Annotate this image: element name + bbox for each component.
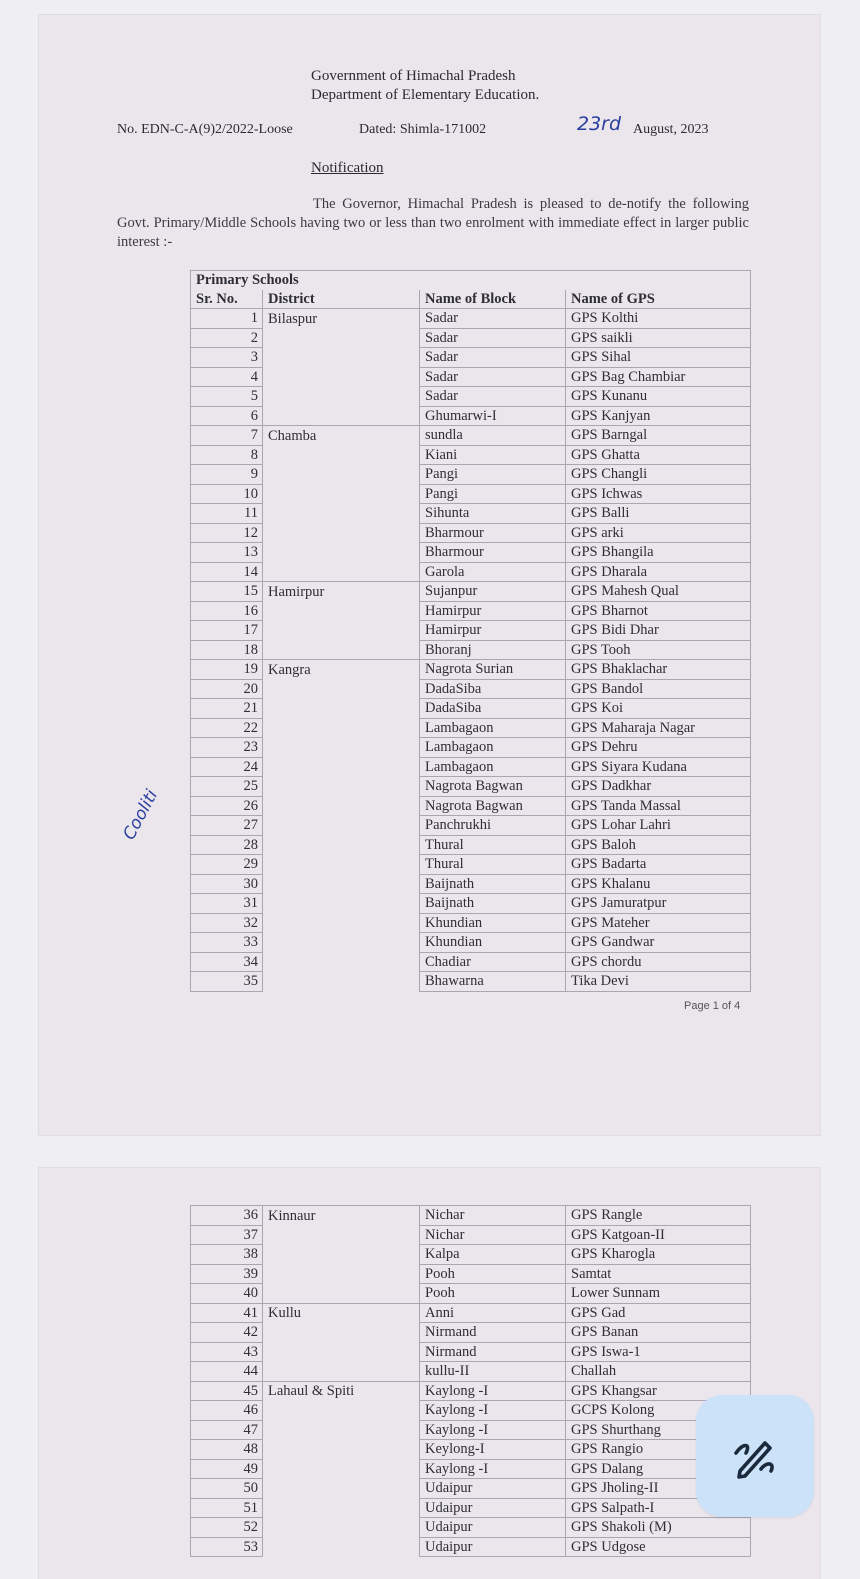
month-year: August, 2023 bbox=[633, 122, 709, 137]
gps-cell: GPS Bag Chambiar bbox=[566, 367, 751, 387]
block-cell: Garola bbox=[420, 562, 566, 582]
district-cell bbox=[263, 640, 420, 660]
district-cell bbox=[263, 874, 420, 894]
sr-no-cell: 11 bbox=[191, 504, 263, 524]
table-row bbox=[191, 426, 751, 446]
table-row bbox=[191, 1420, 751, 1440]
table-row bbox=[191, 1479, 751, 1499]
district-cell bbox=[263, 855, 420, 875]
district-cell bbox=[263, 1440, 420, 1460]
gps-cell: GPS Tooh bbox=[566, 640, 751, 660]
table-row bbox=[191, 777, 751, 797]
district-cell: Lahaul & Spiti bbox=[263, 1381, 420, 1401]
district-cell bbox=[263, 1401, 420, 1421]
district-cell bbox=[263, 699, 420, 719]
sr-no-cell: 9 bbox=[191, 465, 263, 485]
table-row bbox=[191, 738, 751, 758]
table-row bbox=[191, 1284, 751, 1304]
table-row bbox=[191, 835, 751, 855]
block-cell: Nagrota Bagwan bbox=[420, 796, 566, 816]
block-cell: Kaylong -I bbox=[420, 1401, 566, 1421]
sr-no-cell: 25 bbox=[191, 777, 263, 797]
table-row bbox=[191, 543, 751, 563]
header-sr-no: Sr. No. bbox=[191, 290, 263, 309]
gps-cell: GPS Banan bbox=[566, 1323, 751, 1343]
block-cell: Khundian bbox=[420, 933, 566, 953]
table-row bbox=[191, 1342, 751, 1362]
block-cell: Pooh bbox=[420, 1264, 566, 1284]
gps-cell: GPS Dehru bbox=[566, 738, 751, 758]
schools-table-page1 bbox=[190, 270, 751, 992]
block-cell: Kaylong -I bbox=[420, 1381, 566, 1401]
block-cell: Ghumarwi-I bbox=[420, 406, 566, 426]
gps-cell: GPS Salpath-I bbox=[566, 1498, 751, 1518]
government-name: Government of Himachal Pradesh bbox=[311, 68, 516, 84]
district-cell bbox=[263, 1342, 420, 1362]
table-row bbox=[191, 1362, 751, 1382]
gps-cell: GCPS Kolong bbox=[566, 1401, 751, 1421]
notification-title: Notification bbox=[311, 160, 384, 176]
district-cell bbox=[263, 894, 420, 914]
block-cell: Nirmand bbox=[420, 1342, 566, 1362]
handwritten-initials: Cooliti bbox=[119, 786, 163, 844]
gps-cell: GPS Badarta bbox=[566, 855, 751, 875]
block-cell: Lambagaon bbox=[420, 738, 566, 758]
gps-cell: GPS Katgoan-II bbox=[566, 1225, 751, 1245]
district-cell bbox=[263, 1225, 420, 1245]
table-row bbox=[191, 1401, 751, 1421]
sr-no-cell: 33 bbox=[191, 933, 263, 953]
district-cell bbox=[263, 348, 420, 368]
sr-no-cell: 48 bbox=[191, 1440, 263, 1460]
block-cell: Udaipur bbox=[420, 1537, 566, 1557]
block-cell: Lambagaon bbox=[420, 718, 566, 738]
table-row bbox=[191, 816, 751, 836]
district-cell bbox=[263, 1479, 420, 1499]
table-row bbox=[191, 874, 751, 894]
table-row bbox=[191, 1225, 751, 1245]
table-row bbox=[191, 387, 751, 407]
gps-cell: GPS Kunanu bbox=[566, 387, 751, 407]
gps-cell: GPS Mahesh Qual bbox=[566, 582, 751, 602]
block-cell: DadaSiba bbox=[420, 699, 566, 719]
gps-cell: GPS Udgose bbox=[566, 1537, 751, 1557]
district-cell: Kullu bbox=[263, 1303, 420, 1323]
block-cell: Udaipur bbox=[420, 1479, 566, 1499]
district-cell bbox=[263, 367, 420, 387]
table-row bbox=[191, 718, 751, 738]
district-cell bbox=[263, 913, 420, 933]
gps-cell: Samtat bbox=[566, 1264, 751, 1284]
table-row bbox=[191, 660, 751, 680]
table-row bbox=[191, 1459, 751, 1479]
table-row bbox=[191, 309, 751, 329]
gps-cell: Challah bbox=[566, 1362, 751, 1382]
body-text: The Governor, Himachal Pradesh is pleased to de-notify the following Govt. Primary/Middle Schools having two or less than two enrolment with immediate effect in larger public interest :- bbox=[117, 196, 749, 250]
gps-cell: GPS Baloh bbox=[566, 835, 751, 855]
sr-no-cell: 30 bbox=[191, 874, 263, 894]
sr-no-cell: 49 bbox=[191, 1459, 263, 1479]
sr-no-cell: 6 bbox=[191, 406, 263, 426]
table-row bbox=[191, 445, 751, 465]
gps-cell: GPS Bharnot bbox=[566, 601, 751, 621]
sr-no-cell: 46 bbox=[191, 1401, 263, 1421]
district-cell bbox=[263, 621, 420, 641]
gps-cell: GPS Maharaja Nagar bbox=[566, 718, 751, 738]
sr-no-cell: 23 bbox=[191, 738, 263, 758]
sr-no-cell: 43 bbox=[191, 1342, 263, 1362]
district-cell bbox=[263, 1420, 420, 1440]
gps-cell: GPS Jamuratpur bbox=[566, 894, 751, 914]
block-cell: Panchrukhi bbox=[420, 816, 566, 836]
district-cell bbox=[263, 445, 420, 465]
table-row bbox=[191, 1303, 751, 1323]
district-cell bbox=[263, 504, 420, 524]
block-cell: Sadar bbox=[420, 328, 566, 348]
sr-no-cell: 22 bbox=[191, 718, 263, 738]
block-cell: Kaylong -I bbox=[420, 1459, 566, 1479]
gps-cell: Lower Sunnam bbox=[566, 1284, 751, 1304]
edit-button[interactable] bbox=[696, 1395, 814, 1517]
table-row bbox=[191, 1245, 751, 1265]
gps-cell: GPS Lohar Lahri bbox=[566, 816, 751, 836]
sr-no-cell: 27 bbox=[191, 816, 263, 836]
block-cell: Hamirpur bbox=[420, 621, 566, 641]
district-cell bbox=[263, 1245, 420, 1265]
gps-cell: GPS Kharogla bbox=[566, 1245, 751, 1265]
sr-no-cell: 52 bbox=[191, 1518, 263, 1538]
dated-place: Dated: Shimla-171002 bbox=[359, 122, 487, 137]
block-cell: Baijnath bbox=[420, 894, 566, 914]
sr-no-cell: 38 bbox=[191, 1245, 263, 1265]
table-row bbox=[191, 1440, 751, 1460]
document-page-2 bbox=[39, 1168, 820, 1579]
district-cell bbox=[263, 952, 420, 972]
table-row bbox=[191, 1264, 751, 1284]
district-cell bbox=[263, 406, 420, 426]
district-cell bbox=[263, 523, 420, 543]
table-row bbox=[191, 504, 751, 524]
district-cell bbox=[263, 738, 420, 758]
district-cell bbox=[263, 562, 420, 582]
block-cell: Bharmour bbox=[420, 543, 566, 563]
reference-number: No. EDN-C-A(9)2/2022-Loose bbox=[117, 122, 293, 137]
gps-cell: GPS Gad bbox=[566, 1303, 751, 1323]
sr-no-cell: 36 bbox=[191, 1206, 263, 1226]
block-cell: Thural bbox=[420, 835, 566, 855]
block-cell: Hamirpur bbox=[420, 601, 566, 621]
district-cell bbox=[263, 796, 420, 816]
table-row bbox=[191, 1381, 751, 1401]
district-cell bbox=[263, 465, 420, 485]
district-cell bbox=[263, 972, 420, 992]
district-cell bbox=[263, 601, 420, 621]
block-cell: Nirmand bbox=[420, 1323, 566, 1343]
gps-cell: GPS Koi bbox=[566, 699, 751, 719]
sr-no-cell: 53 bbox=[191, 1537, 263, 1557]
gps-cell: GPS Khangsar bbox=[566, 1381, 751, 1401]
district-cell: Chamba bbox=[263, 426, 420, 446]
sr-no-cell: 37 bbox=[191, 1225, 263, 1245]
table-row bbox=[191, 796, 751, 816]
block-cell: Lambagaon bbox=[420, 757, 566, 777]
gps-cell: GPS Siyara Kudana bbox=[566, 757, 751, 777]
table-row bbox=[191, 523, 751, 543]
sr-no-cell: 8 bbox=[191, 445, 263, 465]
gps-cell: GPS Dadkhar bbox=[566, 777, 751, 797]
sr-no-cell: 41 bbox=[191, 1303, 263, 1323]
sr-no-cell: 17 bbox=[191, 621, 263, 641]
district-cell bbox=[263, 679, 420, 699]
gps-cell: GPS Rangle bbox=[566, 1206, 751, 1226]
table-row bbox=[191, 1206, 751, 1226]
block-cell: Sadar bbox=[420, 387, 566, 407]
sr-no-cell: 32 bbox=[191, 913, 263, 933]
sr-no-cell: 1 bbox=[191, 309, 263, 329]
block-cell: Sadar bbox=[420, 348, 566, 368]
sr-no-cell: 35 bbox=[191, 972, 263, 992]
table-row bbox=[191, 855, 751, 875]
edit-pen-icon bbox=[731, 1431, 779, 1481]
gps-cell: GPS Kolthi bbox=[566, 309, 751, 329]
sr-no-cell: 18 bbox=[191, 640, 263, 660]
block-cell: Nichar bbox=[420, 1225, 566, 1245]
district-cell bbox=[263, 1498, 420, 1518]
gps-cell: GPS Barngal bbox=[566, 426, 751, 446]
block-cell: Nagrota Surian bbox=[420, 660, 566, 680]
district-cell: Kangra bbox=[263, 660, 420, 680]
gps-cell: GPS Shurthang bbox=[566, 1420, 751, 1440]
sr-no-cell: 39 bbox=[191, 1264, 263, 1284]
district-cell bbox=[263, 718, 420, 738]
table-row bbox=[191, 757, 751, 777]
sr-no-cell: 15 bbox=[191, 582, 263, 602]
table-row bbox=[191, 601, 751, 621]
sr-no-cell: 21 bbox=[191, 699, 263, 719]
gps-cell: GPS Jholing-II bbox=[566, 1479, 751, 1499]
block-cell: Udaipur bbox=[420, 1498, 566, 1518]
table-row bbox=[191, 679, 751, 699]
gps-cell: GPS arki bbox=[566, 523, 751, 543]
block-cell: Nichar bbox=[420, 1206, 566, 1226]
district-cell bbox=[263, 1264, 420, 1284]
district-cell bbox=[263, 777, 420, 797]
table-row bbox=[191, 1498, 751, 1518]
table-row bbox=[191, 406, 751, 426]
gps-cell: GPS Dalang bbox=[566, 1459, 751, 1479]
block-cell: Keylong-I bbox=[420, 1440, 566, 1460]
district-cell bbox=[263, 484, 420, 504]
block-cell: DadaSiba bbox=[420, 679, 566, 699]
gps-cell: GPS Changli bbox=[566, 465, 751, 485]
gps-cell: GPS Tanda Massal bbox=[566, 796, 751, 816]
block-cell: Pooh bbox=[420, 1284, 566, 1304]
letterhead bbox=[311, 67, 860, 105]
gps-cell: GPS Rangio bbox=[566, 1440, 751, 1460]
district-cell bbox=[263, 816, 420, 836]
district-cell: Hamirpur bbox=[263, 582, 420, 602]
gps-cell: GPS Shakoli (M) bbox=[566, 1518, 751, 1538]
table-row bbox=[191, 952, 751, 972]
block-cell: Bharmour bbox=[420, 523, 566, 543]
district-cell bbox=[263, 387, 420, 407]
sr-no-cell: 29 bbox=[191, 855, 263, 875]
district-cell bbox=[263, 328, 420, 348]
gps-cell: GPS Balli bbox=[566, 504, 751, 524]
sr-no-cell: 19 bbox=[191, 660, 263, 680]
gps-cell: GPS chordu bbox=[566, 952, 751, 972]
block-cell: Pangi bbox=[420, 465, 566, 485]
table-row bbox=[191, 484, 751, 504]
table-row bbox=[191, 972, 751, 992]
table-row bbox=[191, 621, 751, 641]
sr-no-cell: 31 bbox=[191, 894, 263, 914]
table-row bbox=[191, 367, 751, 387]
notification-body bbox=[117, 195, 749, 252]
sr-no-cell: 5 bbox=[191, 387, 263, 407]
district-cell bbox=[263, 1459, 420, 1479]
district-cell bbox=[263, 543, 420, 563]
district-cell bbox=[263, 1284, 420, 1304]
table-row bbox=[191, 1537, 751, 1557]
header-gps: Name of GPS bbox=[566, 290, 751, 309]
block-cell: Khundian bbox=[420, 913, 566, 933]
sr-no-cell: 2 bbox=[191, 328, 263, 348]
block-cell: Chadiar bbox=[420, 952, 566, 972]
district-cell: Bilaspur bbox=[263, 309, 420, 329]
district-cell bbox=[263, 1518, 420, 1538]
block-cell: Sujanpur bbox=[420, 582, 566, 602]
table-row bbox=[191, 1518, 751, 1538]
sr-no-cell: 4 bbox=[191, 367, 263, 387]
header-district: District bbox=[263, 290, 420, 309]
district-cell bbox=[263, 757, 420, 777]
gps-cell: GPS Dharala bbox=[566, 562, 751, 582]
department-name: Department of Elementary Education. bbox=[311, 87, 540, 103]
schools-table-page2 bbox=[190, 1205, 751, 1557]
gps-cell: GPS Mateher bbox=[566, 913, 751, 933]
table-row bbox=[191, 1323, 751, 1343]
block-cell: Anni bbox=[420, 1303, 566, 1323]
table-row bbox=[191, 894, 751, 914]
sr-no-cell: 28 bbox=[191, 835, 263, 855]
block-cell: Baijnath bbox=[420, 874, 566, 894]
block-cell: Bhawarna bbox=[420, 972, 566, 992]
gps-cell: GPS Iswa-1 bbox=[566, 1342, 751, 1362]
sr-no-cell: 26 bbox=[191, 796, 263, 816]
sr-no-cell: 14 bbox=[191, 562, 263, 582]
gps-cell: GPS Khalanu bbox=[566, 874, 751, 894]
table-row bbox=[191, 640, 751, 660]
table-row bbox=[191, 328, 751, 348]
block-cell: sundla bbox=[420, 426, 566, 446]
district-cell bbox=[263, 1323, 420, 1343]
sr-no-cell: 13 bbox=[191, 543, 263, 563]
gps-cell: GPS Gandwar bbox=[566, 933, 751, 953]
district-cell bbox=[263, 835, 420, 855]
gps-cell: GPS Ichwas bbox=[566, 484, 751, 504]
block-cell: Kalpa bbox=[420, 1245, 566, 1265]
gps-cell: GPS saikli bbox=[566, 328, 751, 348]
block-cell: Kaylong -I bbox=[420, 1420, 566, 1440]
sr-no-cell: 45 bbox=[191, 1381, 263, 1401]
district-cell bbox=[263, 1537, 420, 1557]
block-cell: Pangi bbox=[420, 484, 566, 504]
sr-no-cell: 10 bbox=[191, 484, 263, 504]
sr-no-cell: 34 bbox=[191, 952, 263, 972]
document-page-1 bbox=[39, 15, 820, 1135]
table-row bbox=[191, 933, 751, 953]
block-cell: Sihunta bbox=[420, 504, 566, 524]
sr-no-cell: 44 bbox=[191, 1362, 263, 1382]
sr-no-cell: 12 bbox=[191, 523, 263, 543]
gps-cell: GPS Bhaklachar bbox=[566, 660, 751, 680]
table-row bbox=[191, 582, 751, 602]
block-cell: Bhoranj bbox=[420, 640, 566, 660]
sr-no-cell: 50 bbox=[191, 1479, 263, 1499]
block-cell: Nagrota Bagwan bbox=[420, 777, 566, 797]
sr-no-cell: 24 bbox=[191, 757, 263, 777]
block-cell: Thural bbox=[420, 855, 566, 875]
gps-cell: GPS Bhangila bbox=[566, 543, 751, 563]
sr-no-cell: 20 bbox=[191, 679, 263, 699]
handwritten-day: 23rd bbox=[577, 113, 622, 135]
block-cell: Sadar bbox=[420, 309, 566, 329]
block-cell: Kiani bbox=[420, 445, 566, 465]
sr-no-cell: 40 bbox=[191, 1284, 263, 1304]
table-row bbox=[191, 699, 751, 719]
gps-cell: GPS Ghatta bbox=[566, 445, 751, 465]
table-row bbox=[191, 913, 751, 933]
block-cell: Udaipur bbox=[420, 1518, 566, 1538]
gps-cell: Tika Devi bbox=[566, 972, 751, 992]
header-block: Name of Block bbox=[420, 290, 566, 309]
table-row bbox=[191, 348, 751, 368]
sr-no-cell: 3 bbox=[191, 348, 263, 368]
sr-no-cell: 51 bbox=[191, 1498, 263, 1518]
gps-cell: GPS Sihal bbox=[566, 348, 751, 368]
sr-no-cell: 47 bbox=[191, 1420, 263, 1440]
district-cell bbox=[263, 1362, 420, 1382]
table-row bbox=[191, 562, 751, 582]
gps-cell: GPS Bidi Dhar bbox=[566, 621, 751, 641]
sr-no-cell: 42 bbox=[191, 1323, 263, 1343]
sr-no-cell: 7 bbox=[191, 426, 263, 446]
district-cell: Kinnaur bbox=[263, 1206, 420, 1226]
block-cell: Sadar bbox=[420, 367, 566, 387]
gps-cell: GPS Bandol bbox=[566, 679, 751, 699]
sr-no-cell: 16 bbox=[191, 601, 263, 621]
page-number: Page 1 of 4 bbox=[684, 1000, 741, 1012]
block-cell: kullu-II bbox=[420, 1362, 566, 1382]
table-row bbox=[191, 465, 751, 485]
district-cell bbox=[263, 933, 420, 953]
table-caption: Primary Schools bbox=[191, 271, 751, 290]
gps-cell: GPS Kanjyan bbox=[566, 406, 751, 426]
